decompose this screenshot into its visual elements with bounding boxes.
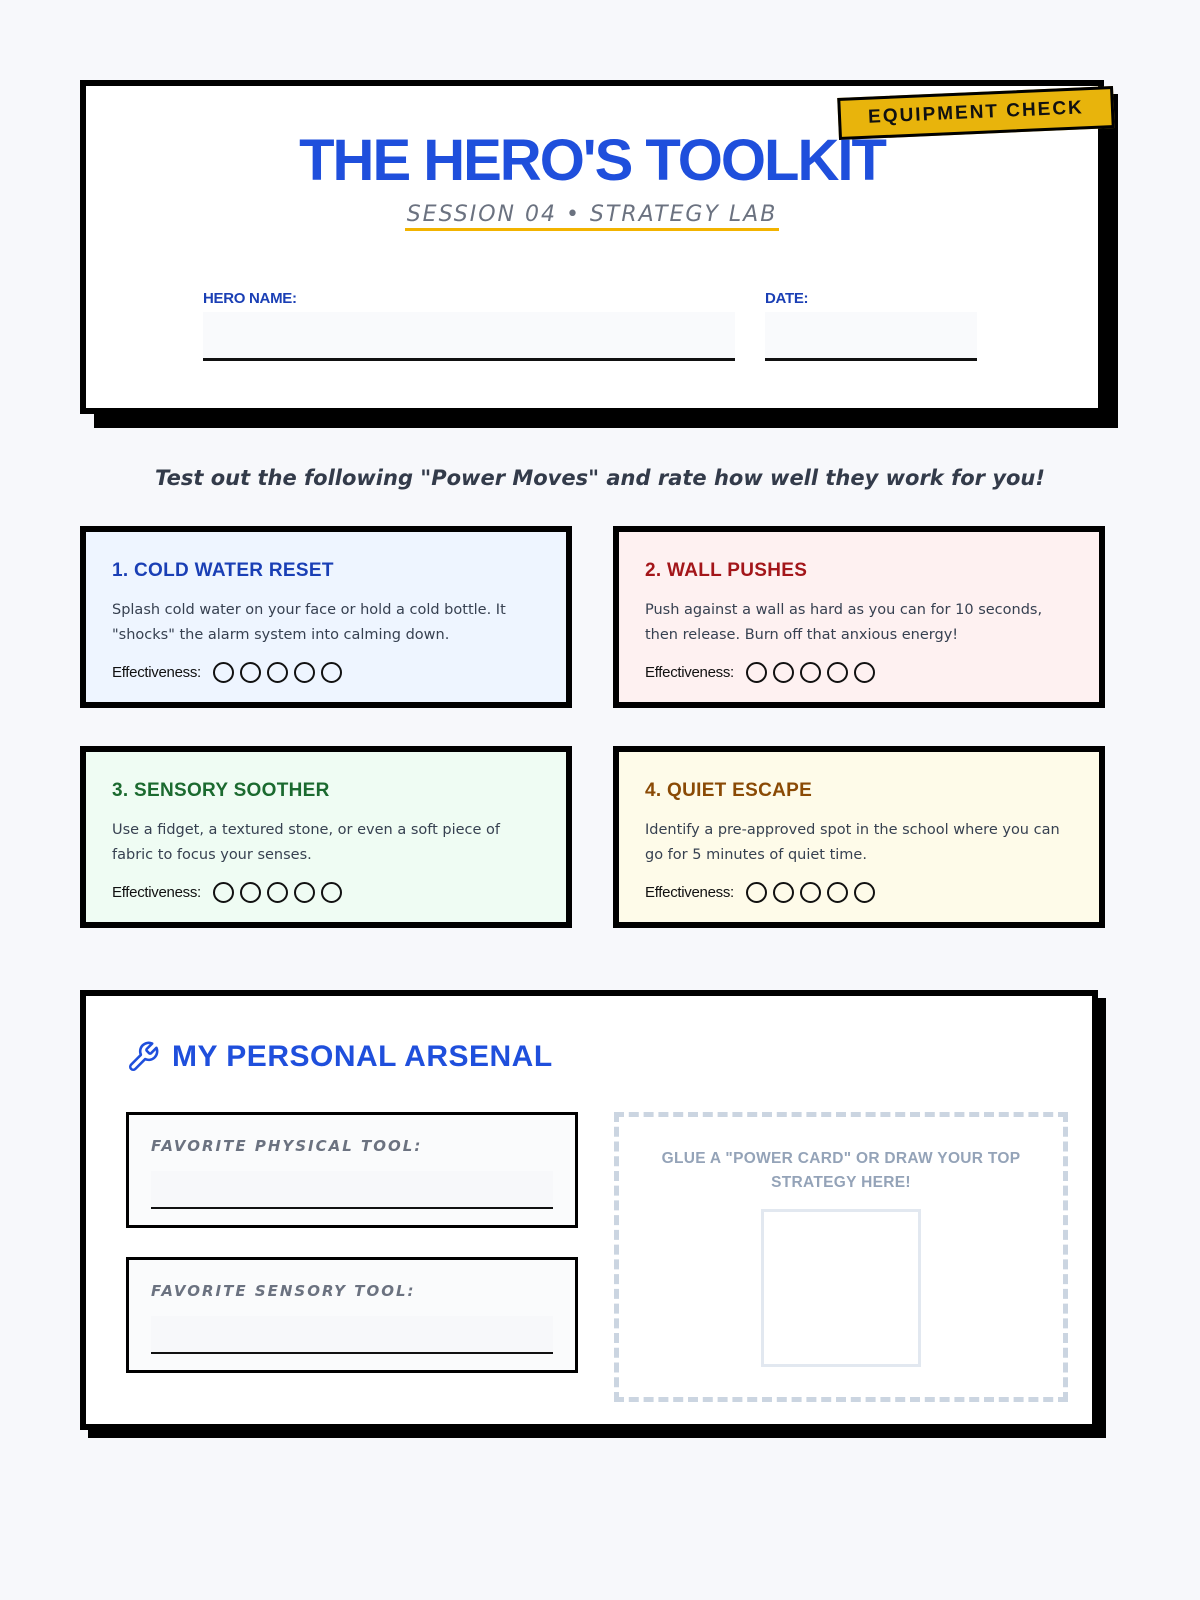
rating-circle[interactable] xyxy=(267,662,288,683)
move-description: Identify a pre-approved spot in the school where you can go for 5 minutes of quiet time. xyxy=(645,822,1060,863)
effectiveness-label: Effectiveness: xyxy=(112,884,201,901)
rating-circle[interactable] xyxy=(294,662,315,683)
rating-circle[interactable] xyxy=(746,662,767,683)
rating-circle[interactable] xyxy=(321,662,342,683)
rating-circle[interactable] xyxy=(746,882,767,903)
power-move-card xyxy=(613,746,1105,928)
rating-circle[interactable] xyxy=(240,882,261,903)
rating-circle[interactable] xyxy=(827,662,848,683)
effectiveness-rating xyxy=(645,882,881,903)
physical-tool-box xyxy=(126,1112,578,1228)
effectiveness-rating xyxy=(645,662,881,683)
power-card-area[interactable] xyxy=(614,1112,1068,1402)
page-subtitle: SESSION 04 • STRATEGY LAB xyxy=(405,202,780,231)
physical-tool-label: FAVORITE PHYSICAL TOOL: xyxy=(151,1137,423,1155)
sensory-tool-label: FAVORITE SENSORY TOOL: xyxy=(151,1282,416,1300)
rating-circle[interactable] xyxy=(800,882,821,903)
effectiveness-rating xyxy=(112,662,348,683)
instruction-text: Test out the following "Power Moves" and rate how well they work for you! xyxy=(155,466,1045,490)
rating-circle[interactable] xyxy=(773,882,794,903)
effectiveness-label: Effectiveness: xyxy=(645,884,734,901)
rating-circle[interactable] xyxy=(213,882,234,903)
rating-circle[interactable] xyxy=(800,662,821,683)
move-title: 3. SENSORY SOOTHER xyxy=(112,780,330,801)
move-description: Splash cold water on your face or hold a cold bottle. It "shocks" the alarm system into calming down. xyxy=(112,602,506,643)
rating-circle[interactable] xyxy=(213,662,234,683)
glue-prompt: GLUE A "POWER CARD" OR DRAW YOUR TOP STRATEGY HERE! xyxy=(661,1150,1021,1191)
effectiveness-label: Effectiveness: xyxy=(112,664,201,681)
date-label: DATE: xyxy=(765,290,809,307)
personal-arsenal-section xyxy=(80,990,1098,1430)
rating-circle[interactable] xyxy=(321,882,342,903)
move-description: Push against a wall as hard as you can for 10 seconds, then release. Burn off that anxious energy! xyxy=(645,602,1043,643)
effectiveness-label: Effectiveness: xyxy=(645,664,734,681)
hero-name-label: HERO NAME: xyxy=(203,290,297,307)
arsenal-title: MY PERSONAL ARSENAL xyxy=(172,1040,553,1073)
rating-circle[interactable] xyxy=(267,882,288,903)
sensory-tool-input[interactable] xyxy=(151,1316,553,1354)
physical-tool-input[interactable] xyxy=(151,1171,553,1209)
date-field[interactable] xyxy=(765,312,977,361)
sensory-tool-box xyxy=(126,1257,578,1373)
power-move-card xyxy=(80,746,572,928)
rating-circle[interactable] xyxy=(240,662,261,683)
move-description: Use a fidget, a textured stone, or even a soft piece of fabric to focus your senses. xyxy=(112,822,501,863)
rating-circle[interactable] xyxy=(294,882,315,903)
page-title: THE HERO'S TOOLKIT xyxy=(299,128,885,193)
move-title: 2. WALL PUSHES xyxy=(645,560,808,581)
drawing-square[interactable] xyxy=(761,1209,921,1367)
rating-circle[interactable] xyxy=(773,662,794,683)
power-move-card xyxy=(613,526,1105,708)
wrench-icon xyxy=(126,1040,160,1074)
rating-circle[interactable] xyxy=(854,662,875,683)
move-title: 1. COLD WATER RESET xyxy=(112,560,334,581)
rating-circle[interactable] xyxy=(854,882,875,903)
hero-name-field[interactable] xyxy=(203,312,735,361)
power-move-card xyxy=(80,526,572,708)
equipment-check-badge: EQUIPMENT CHECK xyxy=(837,86,1115,140)
move-title: 4. QUIET ESCAPE xyxy=(645,780,813,801)
header-card xyxy=(80,80,1104,414)
rating-circle[interactable] xyxy=(827,882,848,903)
effectiveness-rating xyxy=(112,882,348,903)
